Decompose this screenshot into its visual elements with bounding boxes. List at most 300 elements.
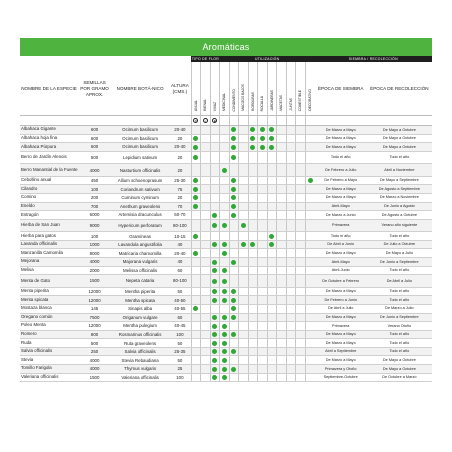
flag-cell [239,347,249,356]
flag-cell [296,232,306,241]
flag-cell [210,232,220,241]
seeds-per-gram: 100 [78,185,111,194]
flag-cell [305,287,315,296]
harvest-season: De Junio a Septiembre [367,258,432,267]
flag-cell [296,126,306,135]
sowing-season: Primavera y Otoño [315,365,367,374]
flag-cell [229,193,239,202]
flag-cell [267,339,277,348]
green-dot-marker [193,234,198,239]
flag-cell [191,143,201,152]
flag-cell [201,322,211,331]
botanical-name: Allium schoenoprasum [111,176,169,185]
flag-cell [239,151,249,164]
flag-cell [258,211,268,220]
flag-cell [258,373,268,382]
sowing-season: De Marzo a Mayo [315,339,367,348]
height-cm: 10-15 [169,232,191,241]
flag-cell [191,134,201,143]
flag-cell [277,313,287,322]
botanical-name: Nasturtium officinalis [111,164,169,177]
green-dot-marker [193,187,198,192]
green-dot-marker [222,298,227,303]
flag-cell [248,275,258,288]
flag-cell [239,287,249,296]
header-flag: ANUAL [191,62,201,116]
seeds-per-gram: 2000 [78,266,111,275]
height-cm: 25-30 [169,176,191,185]
flag-cell [305,258,315,267]
flag-cell [239,176,249,185]
seeds-per-gram: 1500 [78,373,111,382]
header-flag: DECORATIVO [305,62,315,116]
species-name: Romero [20,330,78,339]
table-row [20,193,432,202]
flag-cell [229,296,239,305]
header-semillas: SEMILLAS POR GRAMO APROX. [78,62,111,116]
height-cm: 40 [169,240,191,249]
flag-cell [296,176,306,185]
header-flag: MEDICINAL [220,62,230,116]
green-dot-marker [212,289,217,294]
flag-cell [286,313,296,322]
flag-cell [220,287,230,296]
flag-cell [229,356,239,365]
table-row [20,143,432,152]
table-row [20,365,432,374]
flag-cell [286,365,296,374]
green-dot-marker [231,155,236,160]
flag-cell [248,347,258,356]
flag-cell [229,134,239,143]
botanical-name: Artemisia dracunculus [111,211,169,220]
flag-cell [267,313,277,322]
species-name: Cilandro [20,185,78,194]
seeds-per-gram: 7500 [78,313,111,322]
table-row [20,211,432,220]
flag-cell [258,240,268,249]
group-tipo-flor: TIPO DE FLOR [191,57,219,61]
flag-cell [229,219,239,232]
botanical-name: Valeriana officinalis [111,373,169,382]
green-dot-marker [231,260,236,265]
flag-cell [239,202,249,211]
flag-cell [201,266,211,275]
flag-cell [267,193,277,202]
flag-cell [277,322,287,331]
flag-cell [210,296,220,305]
header-flag: VIVAZ [210,62,220,116]
sowing-season: Abril a Septiembre [315,347,367,356]
flag-cell [286,287,296,296]
flag-cell [201,258,211,267]
flag-cell [258,185,268,194]
header-botanico: NOMBRE BOTÁ-NICO [111,62,169,116]
flag-cell [239,219,249,232]
green-dot-marker [269,242,274,247]
green-dot-marker [193,155,198,160]
flag-cell [277,240,287,249]
flag-cell [201,176,211,185]
flag-cell [248,143,258,152]
flag-cell [258,322,268,331]
harvest-season: Todo el año [367,287,432,296]
flag-cell [267,330,277,339]
sowing-season: De Marzo a Mayo [315,313,367,322]
flag-cell [286,219,296,232]
flag-cell [286,296,296,305]
flag-cell [258,249,268,258]
green-dot-marker [269,136,274,141]
flag-cell [258,365,268,374]
sun-half-icon: ◐ [204,119,207,123]
flag-cell [277,249,287,258]
flag-cell [220,193,230,202]
flag-cell [286,240,296,249]
flag-cell [210,211,220,220]
flag-cell [220,330,230,339]
flag-cell [239,258,249,267]
flag-cell [267,143,277,152]
flag-cell [239,304,249,313]
species-name: Comino [20,193,78,202]
flag-cell [286,249,296,258]
harvest-season: Todo el año [367,339,432,348]
header-flag: BIENAL [201,62,211,116]
green-dot-marker [212,260,217,265]
harvest-season: De Abril a Julio [367,275,432,288]
flag-cell [286,202,296,211]
flag-cell [305,193,315,202]
height-cm: 40-55 [169,304,191,313]
flag-cell [305,151,315,164]
flag-cell [296,185,306,194]
species-name: Valeriana officinalis [20,373,78,382]
harvest-season: Verano Otoño [367,322,432,331]
flag-cell [210,143,220,152]
green-dot-marker [260,145,265,150]
harvest-season: Todo el año [367,347,432,356]
green-dot-marker [250,136,255,141]
flag-cell [258,193,268,202]
flag-cell [201,143,211,152]
sowing-season: Abril-Junio [315,266,367,275]
flag-cell [239,193,249,202]
green-dot-marker [231,367,236,372]
flag-cell [201,164,211,177]
flag-cell [305,164,315,177]
flag-cell [258,258,268,267]
flag-cell [305,304,315,313]
botanical-name: Origanum vulgare [111,313,169,322]
flag-cell [201,219,211,232]
flag-cell [277,304,287,313]
height-cm: 50 [169,287,191,296]
botanical-name: Ocimum basilicum [111,143,169,152]
flag-cell [191,185,201,194]
flag-cell [239,232,249,241]
green-dot-marker [222,268,227,273]
flag-cell [305,232,315,241]
height-cm: 70 [169,202,191,211]
flag-cell [286,185,296,194]
flag-cell [191,347,201,356]
botanical-name: Rosmarinus officinalis [111,330,169,339]
flag-cell [258,347,268,356]
green-dot-marker [193,204,198,209]
harvest-season: Todo el año [367,151,432,164]
flag-cell [258,356,268,365]
flag-cell [248,258,258,267]
flag-cell [258,134,268,143]
green-dot-marker [193,178,198,183]
flag-cell [239,266,249,275]
flag-cell [210,219,220,232]
species-name: Stevia [20,356,78,365]
leaf-icon: ♣ [213,119,216,123]
flag-cell [210,266,220,275]
header-altura: ALTURA (CMS.) [169,62,191,116]
flag-cell [267,126,277,135]
flag-cell [258,339,268,348]
flag-cell [305,143,315,152]
seeds-per-gram: 6000 [78,211,111,220]
flag-cell [258,232,268,241]
header-epoca-recoleccion: ÉPOCA DE RECOLECCIÓN [367,62,432,116]
flag-cell [229,275,239,288]
flag-cell [305,176,315,185]
sowing-season: De Marzo a Mayo [315,143,367,152]
species-name: Manzanilla Camomila [20,249,78,258]
species-name: Menta spicata [20,296,78,305]
green-dot-marker [222,332,227,337]
height-cm: 100 [169,373,191,382]
flag-cell [248,249,258,258]
height-cm: 75 [169,185,191,194]
header-flag: JUNTAS [286,62,296,116]
green-dot-marker [222,223,227,228]
flag-cell [277,258,287,267]
flag-cell [210,365,220,374]
green-dot-marker [250,242,255,247]
flag-cell [201,240,211,249]
green-dot-marker [222,168,227,173]
table-row [20,202,432,211]
flag-cell [296,304,306,313]
flag-cell [258,143,268,152]
botanical-name: Cuminum cyminum [111,193,169,202]
table-row [20,330,432,339]
flag-cell [267,249,277,258]
green-dot-marker [260,127,265,132]
flag-cell [296,211,306,220]
flag-cell [277,356,287,365]
flag-cell [210,313,220,322]
flag-cell [286,304,296,313]
flag-cell [229,339,239,348]
seeds-per-gram: 4000 [78,258,111,267]
flag-cell [248,151,258,164]
table-row [20,356,432,365]
sowing-season: De Marzo a Mayo [315,330,367,339]
flag-cell [229,164,239,177]
flag-cell [210,249,220,258]
height-cm: 20 [169,151,191,164]
flag-cell [286,275,296,288]
flag-cell [220,249,230,258]
seeds-per-gram: 600 [78,143,111,152]
species-name: Mostaza blanca [20,304,78,313]
flag-cell [201,202,211,211]
flag-cell [210,356,220,365]
flag-cell [239,313,249,322]
flag-cell [305,313,315,322]
botanical-name: Nepeta cataria [111,275,169,288]
harvest-season: De Agosto a Septiembre [367,185,432,194]
height-cm: 25 [169,365,191,374]
height-cm: 20-40 [169,143,191,152]
green-dot-marker [222,251,227,256]
height-cm: 60 [169,266,191,275]
green-dot-marker [231,298,236,303]
flag-cell [220,202,230,211]
flag-cell [296,347,306,356]
flag-cell [277,232,287,241]
flag-cell [201,287,211,296]
green-dot-marker [212,242,217,247]
flag-cell [220,296,230,305]
flag-cell [286,322,296,331]
harvest-season: De Mayo a Octubre [367,134,432,143]
flag-cell [201,185,211,194]
flag-cell [305,240,315,249]
flag-cell [248,313,258,322]
flag-cell [201,339,211,348]
flag-cell [239,143,249,152]
species-name: Lavanda officinalis [20,240,78,249]
flag-cell [267,240,277,249]
flag-cell [286,164,296,177]
flag-cell [248,232,258,241]
height-cm: 20 [169,134,191,143]
flag-cell [229,365,239,374]
sowing-season: De Marzo a Mayo [315,193,367,202]
height-cm: 40-50 [169,296,191,305]
flag-cell [220,232,230,241]
table-row [20,219,432,232]
harvest-season: De Mayo a Septiembre [367,176,432,185]
sowing-season: Septiembre-Octubre [315,373,367,382]
flag-cell [258,296,268,305]
green-dot-marker [222,375,227,380]
botanical-name: Stevia Rebaudiana [111,356,169,365]
green-dot-marker [212,324,217,329]
species-name: Tomillo Farigola [20,365,78,374]
flag-cell [267,266,277,275]
flag-cell [201,365,211,374]
flag-cell [229,266,239,275]
flag-cell [258,304,268,313]
flag-cell [258,219,268,232]
harvest-season: De Agosto a Octubre [367,211,432,220]
flag-cell [248,304,258,313]
flag-cell [210,347,220,356]
flag-cell [239,126,249,135]
flag-cell [277,347,287,356]
icon-row [20,116,432,126]
flag-cell [191,164,201,177]
flag-cell [220,304,230,313]
height-cm: 20 [169,193,191,202]
height-cm: 80-100 [169,275,191,288]
header-flag: COMESTIBLE [296,62,306,116]
flag-cell [248,176,258,185]
header-flag: JARDINERAS [267,62,277,116]
green-dot-marker [269,145,274,150]
botanical-name: Coriandrum sativum [111,185,169,194]
table-row [20,287,432,296]
flag-cell [248,202,258,211]
flag-cell [296,356,306,365]
flag-cell [277,176,287,185]
sowing-season: De Abril a Junio [315,240,367,249]
table-row [20,373,432,382]
green-dot-marker [222,358,227,363]
table-row [20,185,432,194]
flag-cell [258,126,268,135]
harvest-season: De Mayo a Julio [367,249,432,258]
species-name: Albahaca Púrpura [20,143,78,152]
flag-cell [267,373,277,382]
table-row [20,296,432,305]
flag-cell [296,296,306,305]
harvest-season: De Marzo a Julio [367,304,432,313]
flag-cell [286,373,296,382]
flag-cell [267,202,277,211]
harvest-season: Todo el año [367,232,432,241]
flag-cell [286,266,296,275]
flag-cell [305,126,315,135]
flag-cell [239,296,249,305]
flag-cell [210,322,220,331]
sowing-season: Primavera [315,219,367,232]
height-cm: 60 [169,313,191,322]
flag-cell [286,193,296,202]
flag-cell [267,304,277,313]
sowing-season: De Febrero a Mayo [315,176,367,185]
flag-cell [210,339,220,348]
flag-cell [229,185,239,194]
flag-cell [296,134,306,143]
species-name: Berro de Jardín Alenois [20,151,78,164]
flag-cell [229,249,239,258]
group-siembra: SIEMBRA / RECOLECCIÓN [315,56,432,62]
green-dot-marker [212,268,217,273]
flag-cell [296,151,306,164]
height-cm: 20-40 [169,249,191,258]
flag-cell [248,365,258,374]
botanical-name: Melissa officinalis [111,266,169,275]
harvest-season: De Julio a Octubre [367,240,432,249]
green-dot-marker [250,145,255,150]
header-flag: CONDIMENTO [229,62,239,116]
sowing-season: De Marzo a Mayo [315,126,367,135]
flag-cell [220,322,230,331]
flag-cell [267,151,277,164]
flag-cell [210,258,220,267]
flag-cell [248,356,258,365]
flag-cell [210,304,220,313]
